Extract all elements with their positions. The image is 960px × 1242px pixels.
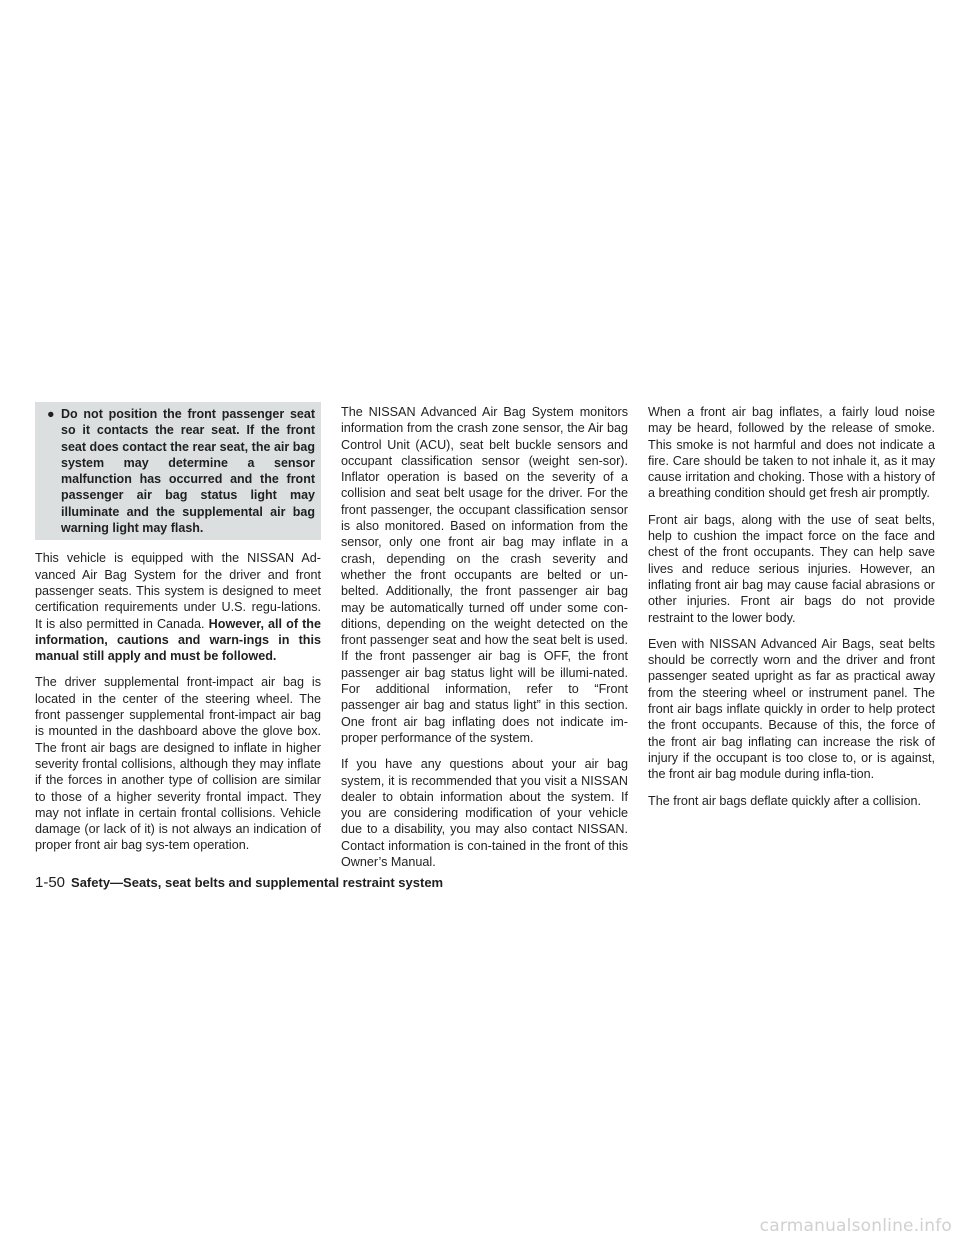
paragraph-text: This vehicle is equipped with the NISSAN Ad-vanced Air Bag System for the driver and front passenger seats. This system is designed to meet certification requirements under U.S. regu-lations. It is also permitted in Canada. — [35, 551, 321, 631]
paragraph: If you have any questions about your air bag system, it is recommended that you visit a NISSAN dealer to obtain information about the system. If you are considering modification of your vehicle due to a disability, you may also contact NISSAN. Contact information is con-tained in the front of this Owner’s Manual. — [341, 757, 628, 870]
paragraph: The front air bags deflate quickly after a collision. — [648, 793, 922, 808]
paragraph: Even with NISSAN Advanced Air Bags, seat belts should be correctly worn and the driver and front passenger seated upright as far as practical away from the steering wheel or instrument panel. The front air bags inflate quickly in order to help protect the front occupants. Because of this, the force of the front air bag inflating can increase the risk of injury if the occupant is too close to, or is against, the front air bag module during infla-tion. — [648, 636, 935, 782]
warning-text: Do not position the front passenger seat so it contacts the rear seat. If the front seat does contact the rear seat, the air bag system may determine a sensor malfunction has occurred and the front passenger air bag status light may illuminate and the supplemental air bag warning light may flash. — [61, 407, 315, 536]
paragraph: When a front air bag inflates, a fairly loud noise may be heard, followed by the release of smoke. This smoke is not harmful and does not indicate a fire. Care should be taken to not inhale it, as it may cause irritation and choking. Those with a history of a breathing condition should get fresh air promptly. — [648, 405, 935, 501]
paragraph: Front air bags, along with the use of seat belts, help to cushion the impact force on the face and chest of the front occupants. They can help save lives and reduce serious injuries. However, an inflating front air bag may cause facial abrasions or other injuries. Front air bags do not provide restraint to the lower body. — [648, 512, 935, 625]
bullet-icon: ● — [47, 407, 55, 421]
paragraph — [35, 550, 321, 664]
page-number: 1-50 — [35, 874, 66, 891]
paragraph: The driver supplemental front-impact air bag is located in the center of the steering wheel. The front passenger supplemental front-impact air bag is mounted in the dashboard above the glove box. The front air bags are designed to inflate in higher severity frontal collisions, although they may inflate if the forces in another type of collision are similar to those of a higher severity frontal impact. They may not inflate in certain frontal collisions. Vehicle damage (or lack of it) is not always an indication of proper front air bag sys-tem operation. — [35, 675, 321, 853]
column-middle — [341, 404, 628, 880]
column-left — [35, 402, 321, 864]
column-right — [648, 404, 935, 819]
watermark: carmanualsonline.info — [759, 1216, 952, 1236]
page-footer — [35, 874, 443, 891]
paragraph: The NISSAN Advanced Air Bag System monitors information from the crash zone sensor, the Air bag Control Unit (ACU), seat belt buckle sensors and occupant classification sensor (weight sen-sor). Inflator operation is based on the severity of a collision and seat belt usage for the driver. For the front passenger, the occupant classification sensor is also monitored. Based on information from the sensor, only one front air bag may inflate in a crash, depending on the crash severity and whether the front occupants are belted or un-belted. Additionally, the front passenger air bag may be automatically turned off under some con-ditions, depending on the weight detected on the front passenger seat and how the seat belt is used. If the front passenger air bag is OFF, the front passenger air bag status light will be illumi-nated. For additional information, refer to “Front passenger air bag and status light” in this section. One front air bag inflating does not indicate im-proper performance of the system. — [341, 405, 628, 745]
warning-box — [35, 402, 321, 540]
paragraph-bold-text: However, all of the information, cautions and warn-ings in this manual still apply and must be followed. — [35, 616, 322, 664]
section-title: Safety—Seats, seat belts and supplemental restraint system — [71, 875, 444, 890]
